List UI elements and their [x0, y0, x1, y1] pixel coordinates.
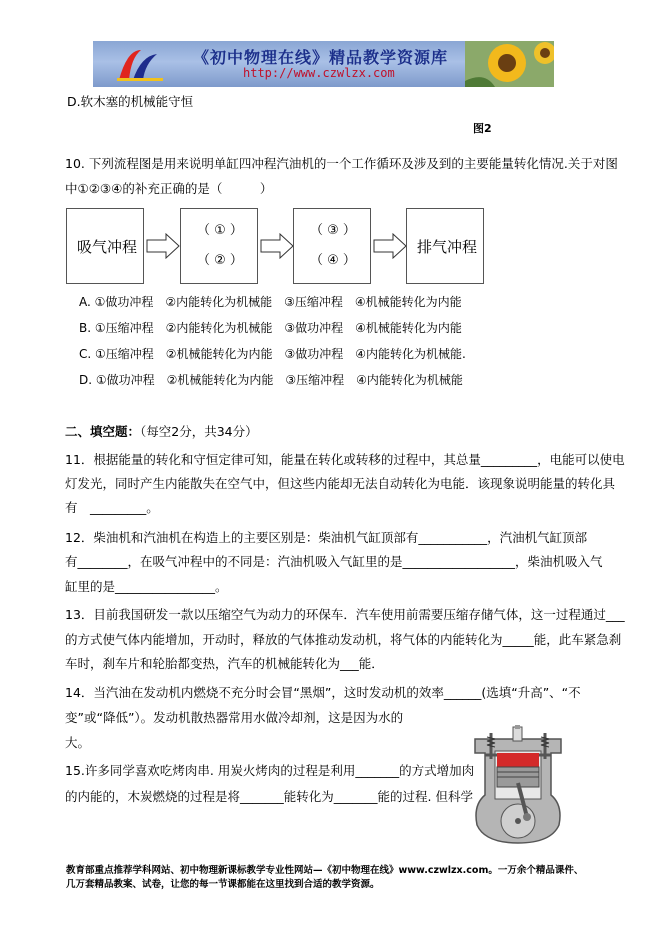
logo-icon — [113, 44, 169, 84]
flow-arrow-icon — [146, 233, 180, 259]
q10-line2: 中①②③④的补充正确的是（ ） — [65, 181, 273, 196]
flow-arrow-icon — [373, 233, 407, 259]
flow-box-2 — [180, 208, 258, 284]
q14-line3: 大。 — [65, 735, 91, 750]
flow-box-3 — [293, 208, 371, 284]
q10-option-d: D. ①做功冲程 ②机械能转化为内能 ③压缩冲程 ④内能转化为机械能 — [79, 373, 463, 387]
flow-slot-2: （ ② ） — [197, 253, 243, 268]
figure-label: 图2 — [473, 122, 492, 135]
sunflower-image — [465, 41, 554, 87]
engine-cylinder-figure — [463, 725, 573, 845]
q14-line1: 14．当汽油在发动机内燃烧不充分时会冒“黑烟”，这时发动机的效率______(选填“升高”、“不 — [65, 685, 581, 700]
q14-line2: 变”或“降低”）。发动机散热器常用水做冷却剂，这是因为水的 — [65, 710, 404, 725]
q12-line2: 有________，在吸气冲程中的不同是：汽油机吸入气缸里的是__________________，柴油机吸入气 — [65, 554, 603, 569]
flow-arrow-icon — [260, 233, 294, 259]
q10-line1: 10. 下列流程图是用来说明单缸四冲程汽油机的一个工作循环及涉及到的主要能量转化情况.关于对图 — [65, 156, 618, 171]
section-title: 二、填空题： — [65, 424, 141, 439]
section-note: （每空2分，共34分） — [140, 424, 258, 439]
q12-line1: 12．柴油机和汽油机在构造上的主要区别是：柴油机气缸顶部有___________，汽油机气缸顶部 — [65, 530, 588, 545]
flow-box-intake-label: 吸气冲程 — [77, 238, 138, 256]
flow-box-intake — [66, 208, 144, 284]
q13-line1: 13．目前我国研发一款以压缩空气为动力的环保车．汽车使用前需要压缩存储气体，这一过程通过___ — [65, 607, 625, 622]
q10-option-a: A. ①做功冲程 ②内能转化为机械能 ③压缩冲程 ④机械能转化为内能 — [79, 295, 462, 309]
section-heading — [65, 423, 258, 440]
banner-url[interactable]: http://www.czwlzx.com — [243, 66, 395, 80]
flow-slot-3: （ ③ ） — [310, 223, 356, 238]
flow-slot-1: （ ① ） — [197, 223, 243, 238]
q13-line3: 车时，刹车片和轮胎都变热，汽车的机械能转化为___能． — [65, 656, 384, 671]
flow-box-exhaust-label: 排气冲程 — [417, 238, 478, 256]
q12-line3: 缸里的是________________。 — [65, 579, 228, 594]
q11-line2: 灯发光，同时产生内能散失在空气中，但这些内能却无法自动转化为电能．该现象说明能量的转化具 — [65, 476, 616, 491]
q15-line1: 15.许多同学喜欢吃烤肉串. 用炭火烤肉的过程是利用_______的方式增加肉 — [65, 763, 475, 778]
q15-line2: 的内能的，木炭燃烧的过程是将_______能转化为_______能的过程. 但科学 — [65, 789, 473, 804]
q10-option-b: B. ①压缩冲程 ②内能转化为机械能 ③做功冲程 ④机械能转化为内能 — [79, 321, 462, 335]
q13-line2: 的方式使气体内能增加，开动时，释放的气体推动发动机，将气体的内能转化为_____能，此车紧急刹 — [65, 632, 622, 647]
q10-option-c: C. ①压缩冲程 ②机械能转化为内能 ③做功冲程 ④内能转化为机械能. — [79, 347, 466, 361]
banner-title: 《初中物理在线》精品教学资源库 — [193, 48, 449, 67]
q11-line1: 11．根据能量的转化和守恒定律可知，能量在转化或转移的过程中，其总量_________，电能可以使电 — [65, 452, 625, 467]
footer-line-1: 教育部重点推荐学科网站、初中物理新课标教学专业性网站—《初中物理在线》www.czwlzx.com。一万余个精品课件、 — [66, 865, 584, 876]
footer-line-2: 几万套精品教案、试卷，让您的每一节课都能在这里找到合适的教学资源。 — [66, 879, 380, 890]
header-banner — [93, 41, 554, 87]
q11-line3: 有 _________。 — [65, 500, 159, 515]
flow-slot-4: （ ④ ） — [310, 253, 356, 268]
flow-box-exhaust — [406, 208, 484, 284]
prev-option-d: D.软木塞的机械能守恒 — [67, 94, 194, 109]
